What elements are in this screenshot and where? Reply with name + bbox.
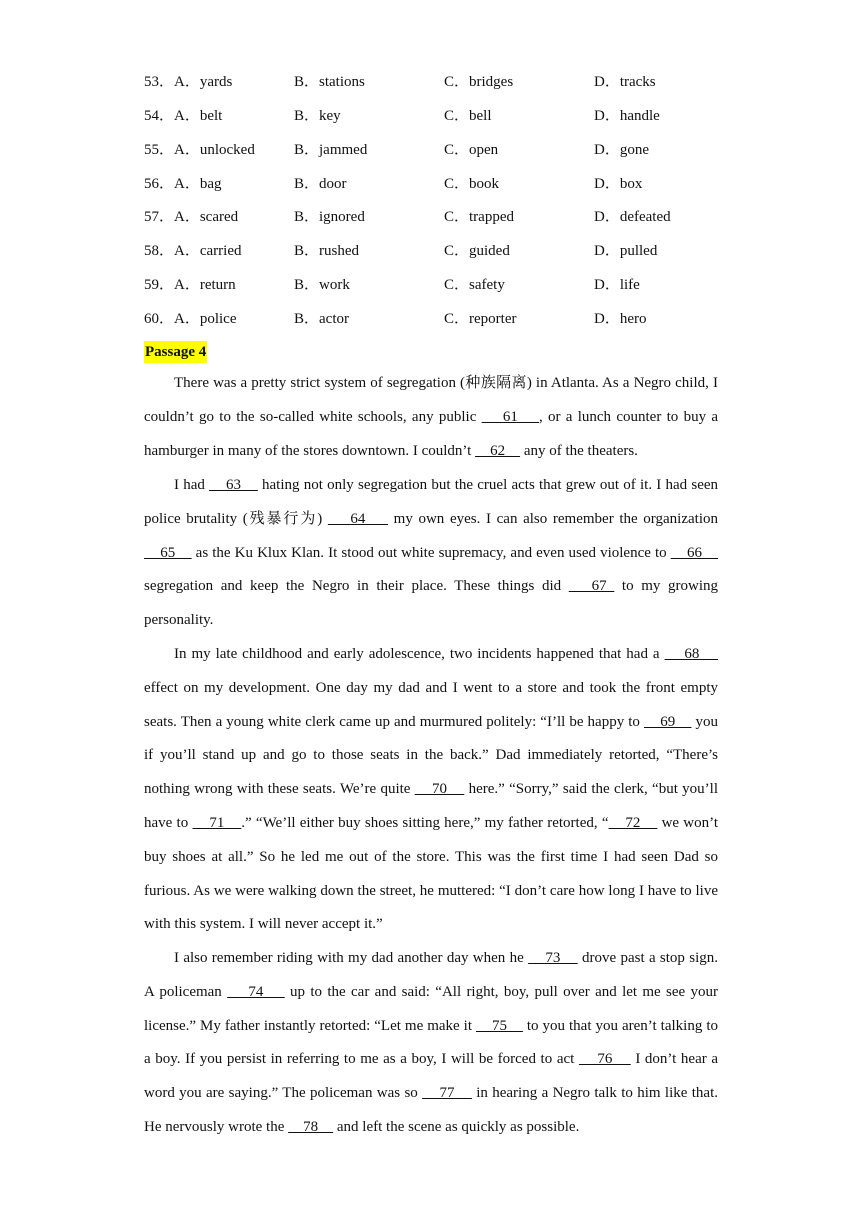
question-number: 60． bbox=[144, 311, 175, 327]
option-a-text: A．bag bbox=[174, 176, 222, 192]
passage-paragraph bbox=[144, 638, 718, 942]
option-d: D．box bbox=[594, 176, 643, 192]
question-options-row bbox=[144, 133, 744, 167]
option-d: D．handle bbox=[594, 108, 660, 124]
passage-text: any of the theaters. bbox=[520, 442, 638, 459]
answer-blank: 70 bbox=[414, 781, 465, 798]
question-number: 55． bbox=[144, 142, 175, 158]
passage-text: drove past a stop sign. A policeman bbox=[144, 950, 719, 1000]
question-number: 54． bbox=[144, 108, 175, 124]
answer-blank: 64 bbox=[327, 510, 389, 527]
option-a bbox=[144, 65, 232, 99]
option-d: D．life bbox=[594, 277, 640, 293]
option-d: D．hero bbox=[594, 311, 647, 327]
answer-blank: 61 bbox=[481, 408, 539, 425]
passage-text: segregation and keep the Negro in their place. These things did bbox=[144, 578, 569, 595]
option-c: C．safety bbox=[444, 277, 505, 293]
option-b: B．jammed bbox=[294, 142, 368, 158]
passage-text: I had bbox=[174, 477, 210, 493]
option-a-text: A．return bbox=[174, 277, 236, 293]
question-number: 59． bbox=[144, 277, 175, 293]
passage-title: Passage 4 bbox=[144, 341, 207, 363]
answer-blank: 75 bbox=[476, 1017, 523, 1034]
option-a-text: A．unlocked bbox=[174, 142, 255, 158]
passage-text: effect on my development. One day my dad and I went to a store and took the front empty seats. Then a young white clerk came up and murmured politely: “I’ll be happy to bbox=[144, 679, 718, 730]
answer-blank: 76 bbox=[578, 1051, 631, 1068]
question-number: 56． bbox=[144, 176, 175, 192]
passage-text: as the Ku Klux Klan. It stood out white supremacy, and even used violence to bbox=[191, 544, 671, 561]
passage-text: we won’t buy shoes at all.” So he led me out of the store. This was the first time I had seen Dad so furious. As we were walking down the street, he muttered: “I don’t care how long I have to live with this system. I will never accept it.” bbox=[144, 814, 719, 933]
answer-blank: 77 bbox=[422, 1085, 472, 1102]
option-a bbox=[144, 268, 236, 302]
option-d: D．gone bbox=[594, 142, 649, 158]
passage-paragraph bbox=[144, 367, 718, 468]
option-d: D．pulled bbox=[594, 243, 658, 259]
option-a-text: A．belt bbox=[174, 108, 223, 124]
answer-blank: 62 bbox=[475, 442, 521, 459]
option-a-text: A．scared bbox=[174, 209, 239, 225]
question-number: 53． bbox=[144, 74, 175, 90]
answer-blank: 67 bbox=[568, 578, 615, 595]
option-a bbox=[144, 234, 241, 268]
option-b: B．rushed bbox=[294, 243, 359, 259]
passage-text: up to the car and said: “All right, boy, pull over and let me see your license.” My father instantly retorted: “Let me make it bbox=[144, 983, 719, 1034]
question-options-row bbox=[144, 302, 744, 336]
option-b: B．ignored bbox=[294, 209, 365, 225]
passage-text: to you that you aren’t talking to a boy. If you persist in referring to me as a boy, I will be forced to act bbox=[144, 1017, 718, 1068]
option-c: C．reporter bbox=[444, 311, 517, 327]
option-b: B．actor bbox=[294, 311, 349, 327]
option-a-text: A．carried bbox=[174, 243, 242, 259]
option-c: C．bridges bbox=[444, 74, 514, 90]
passage-text: in hearing a Negro talk to him like that. He nervously wrote the bbox=[144, 1085, 718, 1135]
passage-text: my own eyes. I can also remember the organization bbox=[388, 510, 719, 527]
option-c: C．bell bbox=[444, 108, 492, 124]
answer-blank: 73 bbox=[528, 950, 578, 966]
answer-blank: 74 bbox=[227, 983, 285, 1000]
passage-text: .” “We’ll either buy shoes sitting here,” my father retorted, “ bbox=[241, 814, 609, 831]
option-c: C．guided bbox=[444, 243, 510, 259]
passage-text: to my growing personality. bbox=[144, 578, 718, 629]
option-a bbox=[144, 133, 255, 167]
option-a bbox=[144, 167, 222, 201]
answer-blank: 66 bbox=[670, 544, 719, 561]
option-b: B．key bbox=[294, 108, 341, 124]
passage-text: I don’t hear a word you are saying.” The policeman was so bbox=[144, 1051, 718, 1102]
answer-blank: 68 bbox=[664, 646, 718, 662]
option-b: B．work bbox=[294, 277, 350, 293]
passage-text: and left the scene as quickly as possible. bbox=[333, 1118, 580, 1135]
answer-blank: 72 bbox=[608, 814, 658, 831]
option-a-text: A．police bbox=[174, 311, 237, 327]
question-options-row bbox=[144, 65, 744, 99]
question-number: 57． bbox=[144, 209, 175, 225]
question-options-row bbox=[144, 167, 744, 201]
option-c: C．open bbox=[444, 142, 499, 158]
passage-paragraph bbox=[144, 942, 718, 1145]
question-options-row bbox=[144, 99, 744, 133]
option-b: B．door bbox=[294, 176, 347, 192]
option-d: D．defeated bbox=[594, 209, 671, 225]
option-a-text: A．yards bbox=[174, 74, 233, 90]
answer-blank: 63 bbox=[209, 477, 258, 493]
question-options-row bbox=[144, 200, 744, 234]
option-a bbox=[144, 302, 237, 336]
answer-blank: 78 bbox=[288, 1118, 334, 1135]
option-c: C．book bbox=[444, 176, 500, 192]
passage-text: you if you’ll stand up and go to those seats in the back.” Dad immediately retorted, “There’s nothing wrong with these seats. We’re quite bbox=[144, 713, 719, 798]
option-b: B．stations bbox=[294, 74, 365, 90]
passage-text: In my late childhood and early adolescence, two incidents happened that had a bbox=[174, 646, 665, 662]
answer-blank: 65 bbox=[144, 544, 192, 561]
answer-blank: 71 bbox=[192, 814, 242, 831]
question-options-row bbox=[144, 234, 744, 268]
option-a bbox=[144, 200, 238, 234]
option-a bbox=[144, 99, 222, 133]
passage-paragraph bbox=[144, 469, 718, 638]
option-d: D．tracks bbox=[594, 74, 656, 90]
question-options-row bbox=[144, 268, 744, 302]
passage-text: hating not only segregation but the cruel acts that grew out of it. I had seen police brutality (残暴行为) bbox=[144, 477, 719, 527]
option-c: C．trapped bbox=[444, 209, 514, 225]
passage-text: There was a pretty strict system of segregation (种族隔离) in Atlanta. As a Negro child, I couldn’t go to the so-called white schools, any public bbox=[144, 375, 718, 425]
passage-text: , or a lunch counter to buy a hamburger in many of the stores downtown. I couldn’t bbox=[144, 408, 719, 459]
passage-text: I also remember riding with my dad another day when he bbox=[174, 950, 529, 966]
answer-blank: 69 bbox=[644, 713, 692, 730]
passage-text: here.” “Sorry,” said the clerk, “but you’ll have to bbox=[144, 781, 719, 831]
question-number: 58． bbox=[144, 243, 175, 259]
